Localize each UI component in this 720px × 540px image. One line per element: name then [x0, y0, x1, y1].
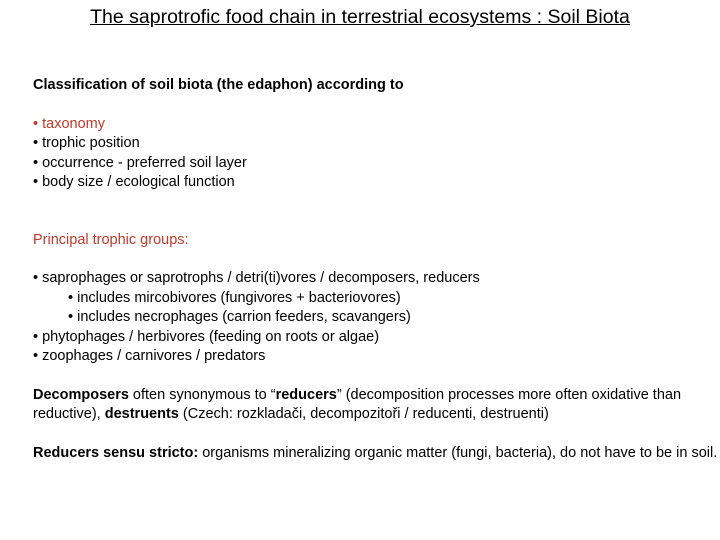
slide-content [33, 76, 719, 463]
list-item: • trophic position [33, 135, 140, 151]
term-decomposers: Decomposers [33, 386, 129, 403]
term-reducers: reducers [275, 386, 337, 403]
reducers-text: organisms mineralizing organic matter (fungi, bacteria), do not have to be in soil. [198, 444, 718, 461]
page-title: The saprotrofic food chain in terrestrial ecosystems : Soil Biota [90, 6, 630, 28]
list-item: • includes necrophages (carrion feeders, scavangers) [68, 309, 411, 325]
term-destruents: destruents [104, 406, 179, 422]
decomposers-text: ” (decomposition processes more often oxidative than reductive), [33, 386, 682, 422]
classification-heading: Classification of soil biota (the edaphon) according to [33, 77, 404, 93]
list-item: • taxonomy [33, 115, 105, 132]
reducers-paragraph [33, 444, 719, 464]
decomposers-text: often synonymous to “ [128, 386, 276, 403]
decomposers-paragraph [33, 386, 719, 425]
trophic-list [33, 269, 719, 367]
list-item: • occurrence - preferred soil layer [33, 154, 247, 171]
list-item: • saprophages or saprotrophs / detri(ti)vores / decomposers, reducers [33, 270, 480, 286]
list-item: • body size / ecological function [33, 174, 235, 190]
classification-list [33, 115, 719, 193]
list-item: • includes mircobivores (fungivores + bacteriovores) [68, 289, 401, 306]
list-item: • zoophages / carnivores / predators [33, 348, 266, 364]
decomposers-text: (Czech: rozkladači, decompozitoři / reducenti, destruenti) [178, 406, 549, 422]
list-item: • phytophages / herbivores (feeding on roots or algae) [33, 328, 380, 345]
trophic-heading: Principal trophic groups: [33, 231, 189, 248]
term-reducers-sensu-stricto: Reducers sensu stricto: [33, 444, 199, 461]
